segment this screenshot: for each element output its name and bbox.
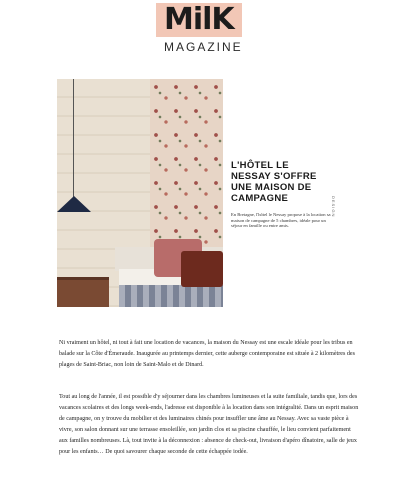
bedspread [119, 285, 223, 307]
article-chapo: En Bretagne, l'hôtel le Nessay propose à la location sa maison de campagne de 5 chambres, idéale pour un séjour en famille ou entre amis. [231, 212, 331, 229]
hero-photo [57, 79, 223, 307]
lamp-cord [73, 79, 74, 199]
nightstand [57, 277, 109, 307]
floral-wallpaper [150, 79, 223, 249]
article-title: L'HÔTEL LE NESSAY S'OFFRE UNE MAISON DE CAMPAGNE [231, 160, 317, 204]
section-tag: DESIGN [331, 196, 336, 218]
logo-milk: MilK [164, 2, 234, 37]
logo-magazine: MAGAZINE [164, 40, 243, 54]
red-pillow [181, 251, 223, 287]
pendant-lamp [57, 196, 91, 212]
article-paragraph-2: Tout au long de l'année, il est possible d'y séjourner dans les chambres lumineuses et la suite familiale, tandis que, lors des vacances scolaires et des longs week-ends, l'adresse est disponible à la location dans son intégralité. Dans un esprit maison de campagne, on y trouve du mobilier et des luminaires chinés pour insuffler une âme au Nessay. Avec sa vaste pièce à vivre, son salon donnant sur une terrasse ensoleillée, son jardin clos et sa piscine chauffée, le lieu convient parfaitement aux familles nombreuses. Là, tout invite à la déconnexion : absence de check-out, livraison d'apéro dînatoire, salle de jeux pour les enfants… De quoi savourer chaque seconde de cette échappée iodée. [59, 394, 359, 455]
article-paragraph-1: Ni vraiment un hôtel, ni tout à fait une location de vacances, la maison du Nessay est une escale idéale pour les tribus en balade sur la Côte d'Émeraude. Inaugurée au printemps dernier, cette auberge contemporaine est située à 2 kilomètres des plages de Saint-Briac, non loin de Saint-Malo et de Dinard. [59, 340, 356, 368]
